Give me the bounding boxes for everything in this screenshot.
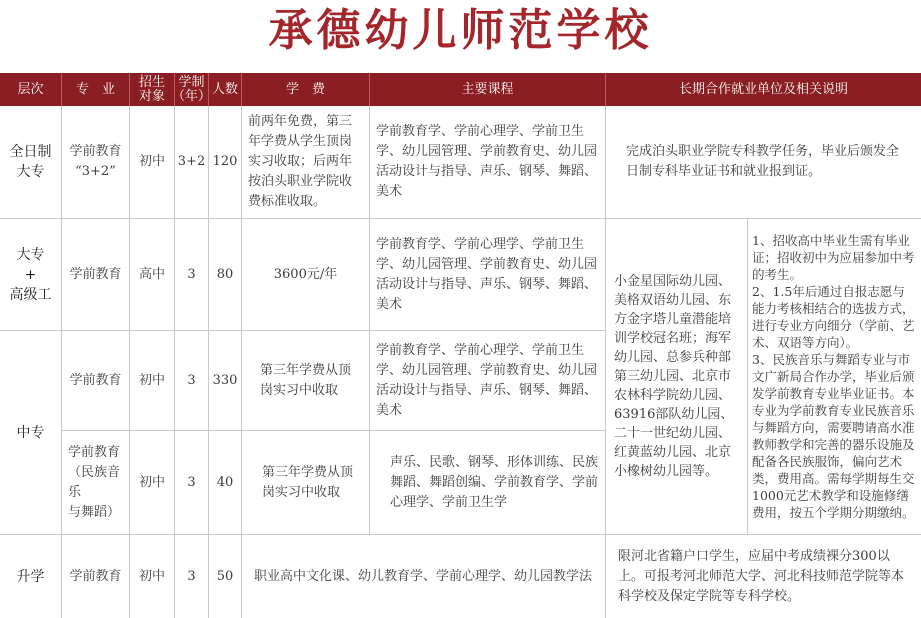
header-count: 人数 [209, 73, 242, 106]
row4-target: 初中 [130, 431, 175, 535]
header-target: 招生 对象 [130, 73, 175, 106]
row5-major: 学前教育 [62, 535, 130, 618]
row2-major: 学前教育 [62, 219, 130, 331]
row2-fee: 3600元/年 [242, 219, 370, 331]
header-level: 层次 [0, 73, 62, 106]
header-fee: 学 费 [242, 73, 370, 106]
row3-count: 330 [209, 331, 242, 431]
row1-target: 初中 [130, 106, 175, 219]
row1-courses: 学前教育学、学前心理学、学前卫生学、幼儿园管理、学前教育史、幼儿园活动设计与指导、声乐、钢琴、舞蹈、美术 [370, 106, 606, 219]
row3-major: 学前教育 [62, 331, 130, 431]
row1-major: 学前教育 “3+2” [62, 106, 130, 219]
partners-list: 小金星国际幼儿园、美格双语幼儿园、东方金字塔儿童潜能培训学校冠名班；海军幼儿园、总参兵种部第三幼儿园、北京市农林科学院幼儿园、63916部队幼儿园、二十一世纪幼儿园、红黄蓝幼儿园、北京小橡树幼儿园等。 [606, 219, 748, 535]
header-courses: 主要课程 [370, 73, 606, 106]
header-partners: 长期合作就业单位及相关说明 [678, 81, 848, 97]
row2-courses: 学前教育学、学前心理学、学前卫生学、幼儿园管理、学前教育史、幼儿园活动设计与指导、声乐、钢琴、舞蹈、美术 [370, 219, 606, 331]
row5-note: 限河北省籍户口学生，应届中考成绩裸分300以上。可报考河北师范大学、河北科技师范学院等本科学校及保定学院等专科学校。 [618, 548, 905, 604]
row4-courses: 声乐、民歌、钢琴、形体训练、民族舞蹈、舞蹈创编、学前教育学、学前心理学、学前卫生学 [370, 431, 606, 535]
row1-count: 120 [209, 106, 242, 219]
header-major: 专 业 [62, 73, 130, 106]
row3-fee: 第三年学费从顶岗实习中收取 [242, 331, 370, 431]
row5-target: 初中 [130, 535, 175, 618]
row1-duration: 3+2 [175, 106, 209, 219]
row4-major: 学前教育 （民族音乐 与舞蹈） [62, 431, 130, 535]
page-title: 承德幼儿师范学校 [268, 5, 653, 56]
enrollment-table [0, 106, 921, 618]
row4-duration: 3 [175, 431, 209, 535]
row1-level: 全日制 大专 [0, 106, 62, 219]
row2-level: 大专 + 高级工 [0, 219, 62, 331]
row4-count: 40 [209, 431, 242, 535]
row1-note: 完成泊头职业学院专科教学任务，毕业后颁发全日制专科毕业证书和就业报到证。 [606, 106, 921, 219]
row2-target: 高中 [130, 219, 175, 331]
row2-duration: 3 [175, 219, 209, 331]
row5-courses: 职业高中文化课、幼儿教育学、学前心理学、幼儿园教学法 [242, 535, 606, 618]
row1-fee: 前两年免费，第三年学费从学生顶岗实习收取；后两年按泊头职业学院收费标准收取。 [242, 106, 370, 219]
row2-count: 80 [209, 219, 242, 331]
row3-courses: 学前教育学、学前心理学、学前卫生学、幼儿园管理、学前教育史、幼儿园活动设计与指导、声乐、钢琴、舞蹈、美术 [370, 331, 606, 431]
row5-duration: 3 [175, 535, 209, 618]
notes-list: 1、招收高中毕业生需有毕业证；招收初中为应届参加中考的考生。 2、1.5年后通过自报志愿与能力考核相结合的选拔方式，进行专业方向细分（学前、艺术、双语等方向）。 3、民族音乐与舞蹈专业与市文广新局合作办学，毕业后颁发学前教育专业毕业证书。本专业为学前教育专业民族音乐与舞蹈方向，需要聘请高水准教师教学和完善的器乐设施及配备各民族服饰，偏向艺术类，费用高。需每学期每生交1000元艺术教学和设施修缮费用，按五个学期分期缴纳。 [748, 219, 921, 535]
row3-target: 初中 [130, 331, 175, 431]
row5-count: 50 [209, 535, 242, 618]
header-duration: 学制 （年） [175, 73, 209, 106]
row3-duration: 3 [175, 331, 209, 431]
row3-level: 中专 [0, 331, 62, 535]
table-header [0, 73, 921, 106]
row5-level: 升学 [0, 535, 62, 618]
row4-fee: 第三年学费从顶岗实习中收取 [242, 431, 370, 535]
